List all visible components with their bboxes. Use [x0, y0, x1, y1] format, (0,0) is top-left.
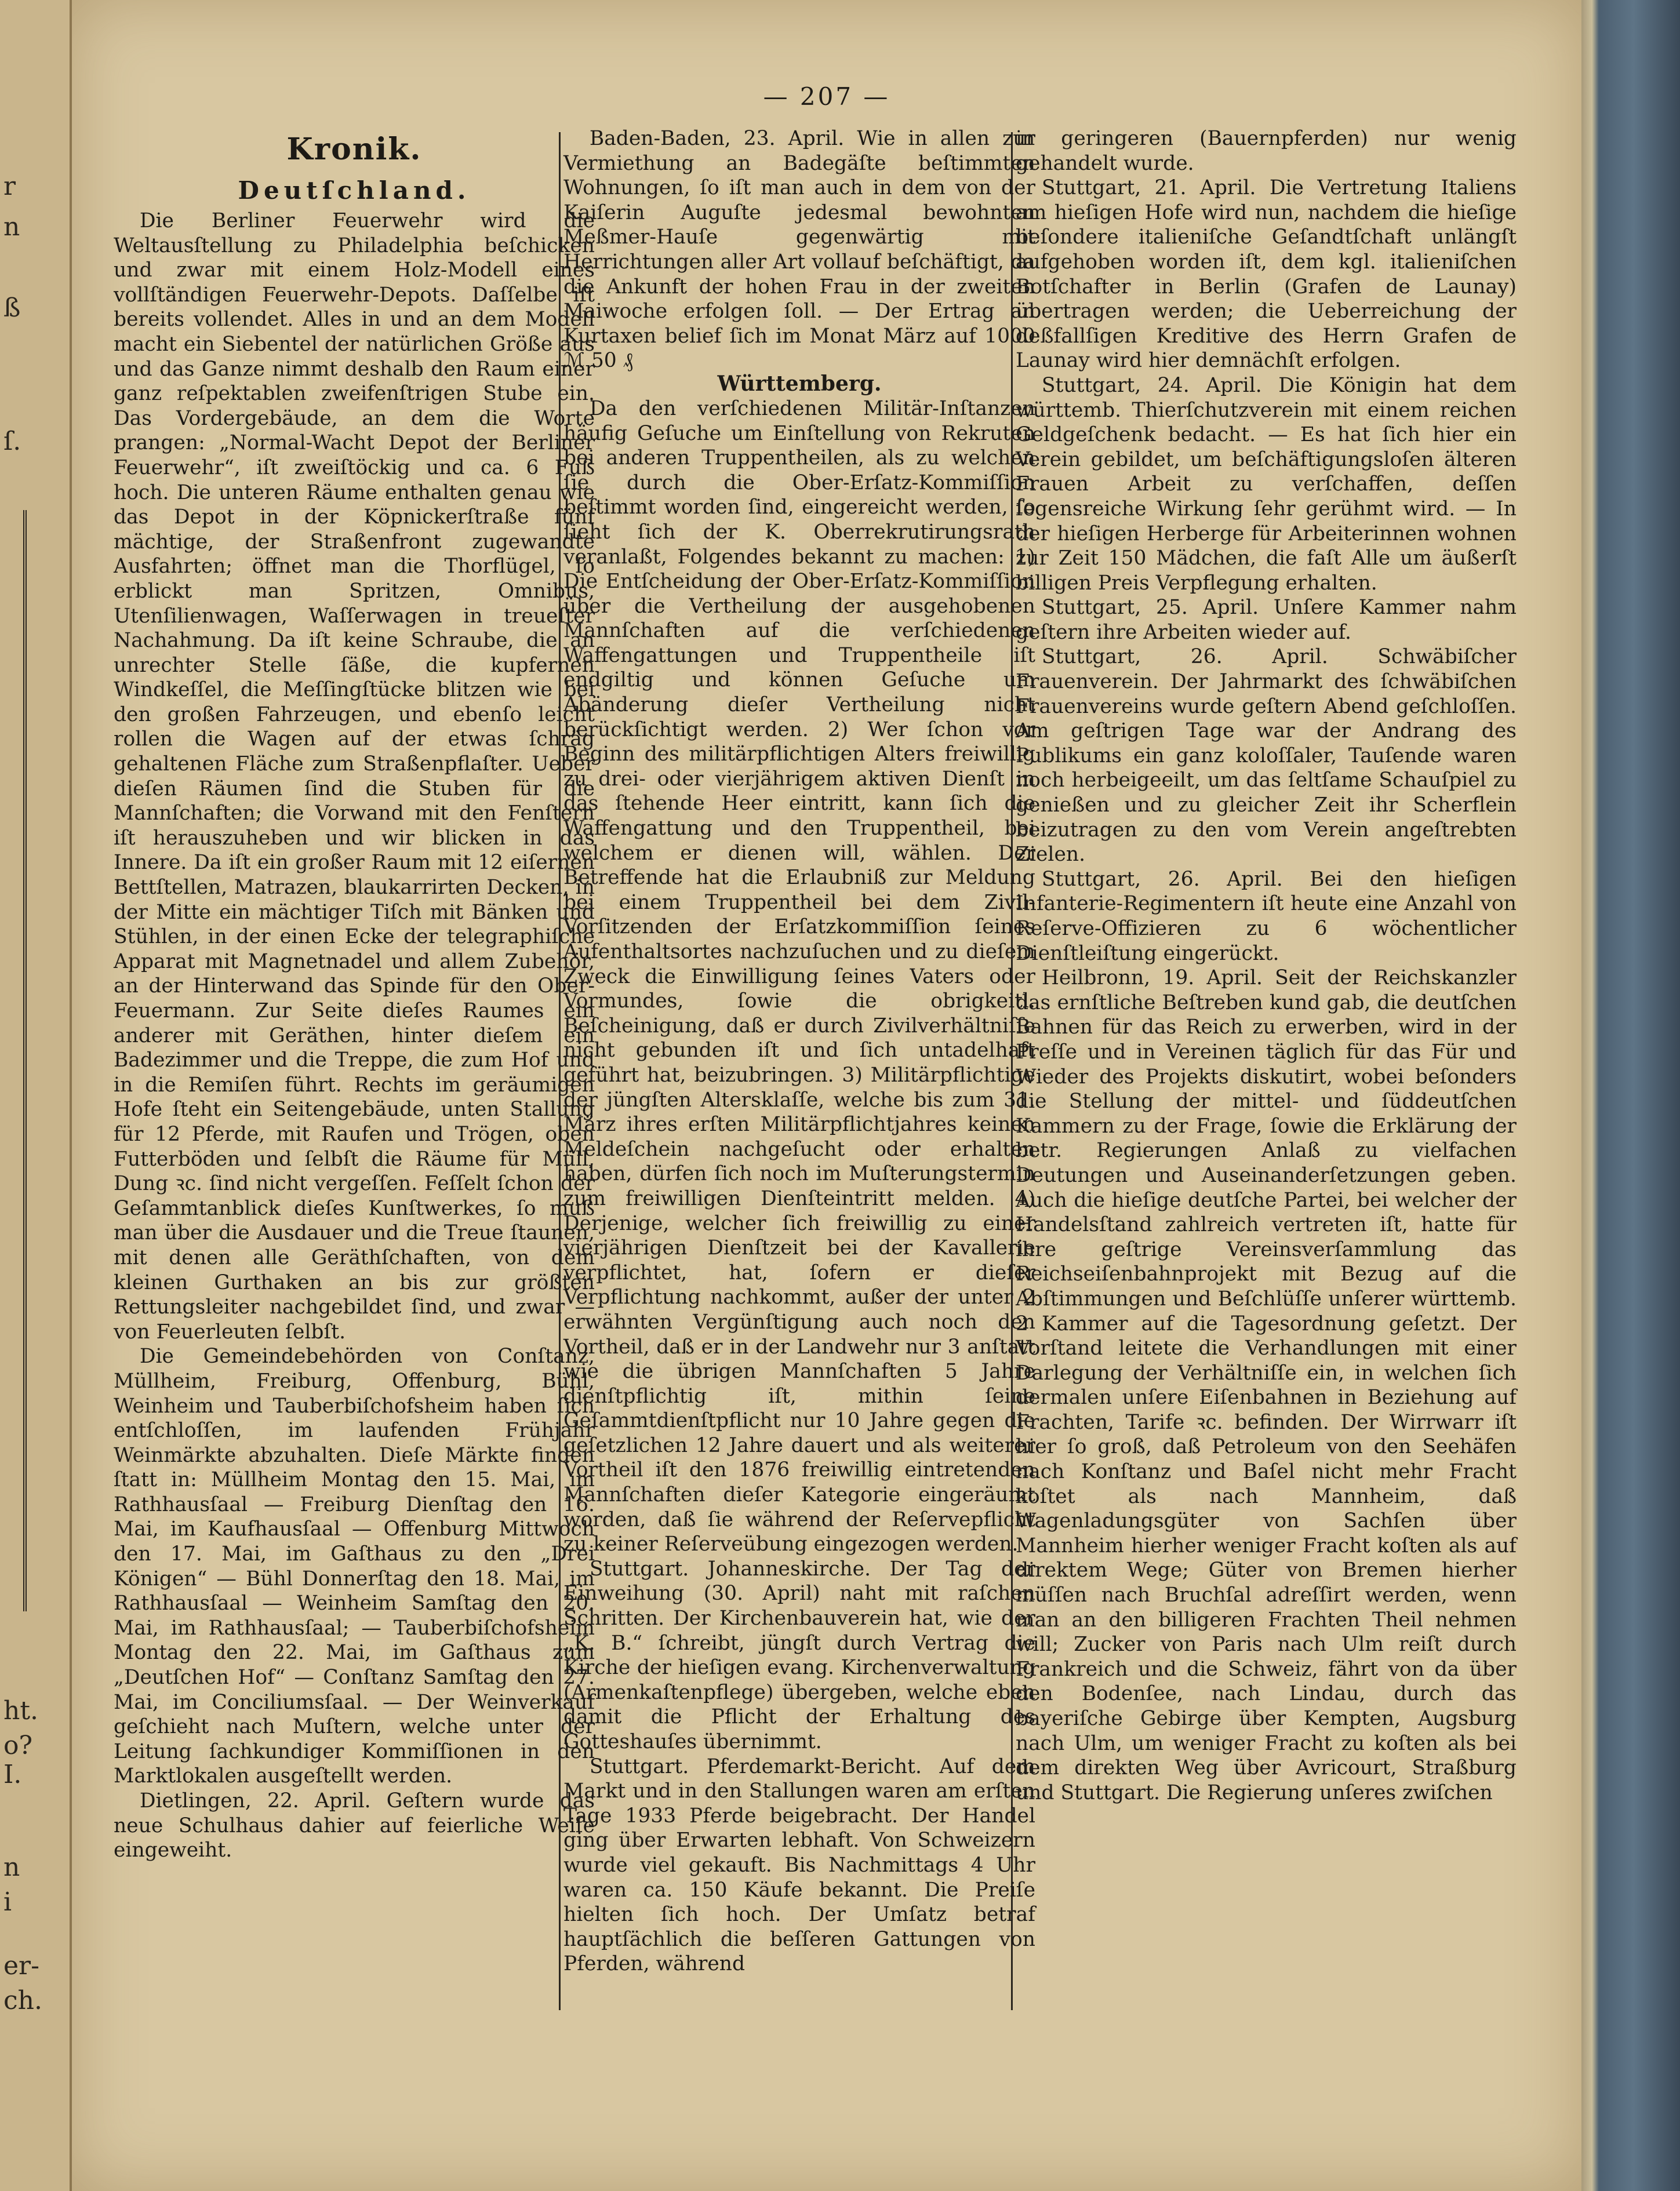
margin-fragment: I. — [3, 1760, 22, 1789]
article-paragraph: Heilbronn, 19. April. Seit der Reichskanzler das ernſtliche Beſtreben kund gab, die deutſchen Bahnen für das Reich zu erwerben, wird in der Preſſe und in Vereinen täglich für das Für und Wieder des Projekts diskutirt, wobei beſonders die Stellung der mittel- und ſüddeutſchen Kammern zu der Frage, ſowie die Erklärung der betr. Regierungen Anlaß zu vielfachen Deutungen und Auseinanderſetzungen geben. Auch die hieſige deutſche Partei, bei welcher der Handelsſtand zahlreich vertreten iſt, hatte für ihre geſtrige Vereinsverſammlung das Reichseiſenbahnprojekt mit Bezug auf die Abſtimmungen und Beſchlüſſe unſerer württemb. 2 Kammer auf die Tagesordnung geſetzt. Der Vorſtand leitete die Verhandlungen mit einer Darlegung der Verhältniſſe ein, in welchen ſich dermalen unſere Eiſenbahnen in Beziehung auf Frachten, Tarife ꝛc. befinden. Der Wirrwarr iſt hier ſo groß, daß Petroleum von den Seehäfen nach Konſtanz und Baſel nicht mehr Fracht koſtet als nach Mannheim, daß Wagenladungsgüter von Sachſen über Mannheim hierher weniger Fracht koſten als auf direktem Wege; Güter von Bremen hierher müſſen nach Bruchſal adreſſirt werden, wenn man an den billigeren Frachten Theil nehmen will; Zucker von Paris nach Ulm reiſt durch Frankreich und die Schweiz, fährt von da über den Bodenſee, nach Lindau, durch das bayeriſche Gebirge über Kempten, Augsburg nach Ulm, um weniger Fracht zu koſten als bei dem direkten Weg über Avricourt, Straßburg und Stuttgart. Die Regierung unſeres zwiſchen — [1016, 966, 1517, 1804]
margin-fragment: n — [3, 212, 20, 242]
section-title: Kronik. — [286, 132, 422, 167]
adjacent-page-strip — [0, 0, 73, 2191]
column-left — [114, 126, 595, 1863]
margin-fragment: i — [3, 1887, 12, 1917]
margin-fragment: er- — [3, 1951, 39, 1981]
article-paragraph: Dietlingen, 22. April. Geſtern wurde das neue Schulhaus dahier auf feierliche Weiſe eingeweiht. — [114, 1789, 595, 1862]
article-paragraph: Stuttgart, 26. April. Bei den hieſigen Infanterie-Regimentern iſt heute eine Anzahl von Reſerve-Offizieren zu 6 wöchentlicher Dienſtleiſtung eingerückt. — [1016, 867, 1517, 965]
article-paragraph: Stuttgart, 21. April. Die Vertretung Italiens am hieſigen Hofe wird nun, nachdem die hieſige beſondere italieniſche Geſandtſchaft unlängſt aufgehoben worden iſt, dem kgl. italieniſchen Botſchafter in Berlin (Grafen de Launay) übertragen werden; die Ueberreichung der deßfallſigen Kreditive des Herrn Grafen de Launay wird hier demnächſt erfolgen. — [1016, 176, 1517, 373]
newspaper-page — [72, 0, 1581, 2191]
article-paragraph: Die Berliner Feuerwehr wird die Weltausſtellung zu Philadelphia beſchicken und zwar mit einem Holz-Modell eines vollſtändigen Feuerwehr-Depots. Daſſelbe iſt bereits vollendet. Alles in und an dem Modell macht ein Siebentel der natürlichen Größe aus und das Ganze nimmt deshalb den Raum einer ganz reſpektablen zweifenſtrigen Stube ein. Das Vordergebäude, an dem die Worte prangen: „Normal-Wacht Depot der Berliner Feuerwehr“, iſt zweiſtöckig und ca. 6 Fuß hoch. Die unteren Räume enthalten genau wie das Depot in der Köpnickerſtraße fünf mächtige, der Straßenfront zugewandte Ausfahrten; öffnet man die Thorflügel, ſo erblickt man Spritzen, Omnibus, Utenſilienwagen, Waſſerwagen in treueſter Nachahmung. Da iſt keine Schraube, die an unrechter Stelle ſäße, die kupfernen Windkeſſel, die Meſſingſtücke blitzen wie bei den großen Fahrzeugen, und ebenſo leicht rollen die Wagen auf der etwas ſchräg gehaltenen Fläche zum Straßenpflaſter. Ueber dieſen Räumen ſind die Stuben für die Mannſchaften; die Vorwand mit den Fenſtern iſt herauszuheben und wir blicken in das Innere. Da iſt ein großer Raum mit 12 eiſernen Bettſtellen, Matrazen, blaukarrirten Decken, in der Mitte ein mächtiger Tiſch mit Bänken und Stühlen, in der einen Ecke der telegraphiſche Apparat mit Magnetnadel und allem Zubehör, an der Hinterwand das Spinde für den Ober-Feuermann. Zur Seite dieſes Raumes ein anderer mit Geräthen, hinter dieſem ein Badezimmer und die Treppe, die zum Hof und in die Remiſen führt. Rechts im geräumigen Hofe ſteht ein Seitengebäude, unten Stallung für 12 Pferde, mit Raufen und Trögen, oben Futterböden und ſelbſt die Räume für Müll, Dung ꝛc. ſind nicht vergeſſen. Feſſelt ſchon der Geſammtanblick dieſes Kunſtwerkes, ſo muß man über die Ausdauer und die Treue ſtaunen, mit denen alle Geräthſchaften, von dem kleinen Gurthaken an bis zur größten Rettungsleiter nachgebildet ſind, und zwar — von Feuerleuten ſelbſt. — [114, 209, 595, 1344]
article-paragraph: Stuttgart. Pferdemarkt-Bericht. Auf dem Markt und in den Stallungen waren am erſten Tage 1933 Pferde beigebracht. Der Handel ging über Erwarten lebhaft. Von Schweizern wurde viel gekauft. Bis Nachmittags 4 Uhr waren ca. 150 Käufe bekannt. Die Preiſe hielten ſich hoch. Der Umſatz betraf hauptſächlich die beſſeren Gattungen von Pferden, während — [563, 1755, 1035, 1976]
page-number: — 207 — — [763, 82, 890, 111]
article-paragraph: Stuttgart, 24. April. Die Königin hat dem württemb. Thierſchutzverein mit einem reichen Geldgeſchenk bedacht. — Es hat ſich hier ein Verein gebildet, um beſchäftigungsloſen älteren Frauen Arbeit zu verſchaffen, deſſen ſegensreiche Wirkung ſehr gerühmt wird. — In der hieſigen Herberge für Arbeiterinnen wohnen zur Zeit 150 Mädchen, die faſt Alle um äußerſt billigen Preis Verpflegung erhalten. — [1016, 373, 1517, 595]
margin-fragment: o? — [3, 1731, 33, 1760]
margin-fragment: ß — [3, 293, 21, 323]
article-paragraph: Stuttgart. Johanneskirche. Der Tag der Einweihung (30. April) naht mit raſchen Schritten. Der Kirchenbauverein hat, wie der „K. B.“ ſchreibt, jüngſt durch Vertrag die Kirche der hieſigen evang. Kirchenverwaltung (Armenkaſtenpflege) übergeben, welche eben damit die Pflicht der Erhaltung des Gotteshauſes übernimmt. — [563, 1557, 1035, 1753]
margin-fragment: n — [3, 1852, 20, 1882]
article-paragraph: Die Gemeindebehörden von Conſtanz, Müllheim, Freiburg, Offenburg, Bühl, Weinheim und Tauberbiſchofsheim haben ſich entſchloſſen, im laufenden Frühjahr Weinmärkte abzuhalten. Dieſe Märkte finden ſtatt in: Müllheim Montag den 15. Mai, im Rathhausſaal — Freiburg Dienſtag den 16. Mai, im Kaufhausſaal — Offenburg Mittwoch den 17. Mai, im Gaſthaus zu den „Drei Königen“ — Bühl Donnerſtag den 18. Mai, im Rathhausſaal — Weinheim Samſtag den 20. Mai, im Rathhausſaal; — Tauberbiſchofsheim Montag den 22. Mai, im Gaſthaus zum „Deutſchen Hof“ — Conſtanz Samſtag den 27. Mai, im Conciliumsſaal. — Der Weinverkauf geſchieht nach Muſtern, welche unter der Leitung ſachkundiger Kommiſſionen in den Marktlokalen ausgeſtellt werden. — [114, 1345, 595, 1788]
book-cover-edge — [1581, 0, 1680, 2191]
country-heading: Deutſchland. — [238, 176, 471, 205]
article-paragraph: Stuttgart, 26. April. Schwäbiſcher Frauenverein. Der Jahrmarkt des ſchwäbiſchen Frauenvereins wurde geſtern Abend geſchloſſen. Am geſtrigen Tage war der Andrang des Publikums ein ganz koloſſaler, Tauſende waren noch herbeigeeilt, um das ſeltſame Schauſpiel zu genießen und zu gleicher Zeit ihr Scherflein beizutragen zu den vom Verein angeſtrebten Zielen. — [1016, 645, 1517, 867]
article-paragraph: Da den verſchiedenen Militär-Inſtanzen häufig Geſuche um Einſtellung von Rekruten bei anderen Truppentheilen, als zu welchen ſie durch die Ober-Erſatz-Kommiſſion beſtimmt worden ſind, eingereicht werden, ſo ſieht ſich der K. Oberrekrutirungsrath veranlaßt, Folgendes bekannt zu machen: 1) Die Entſcheidung der Ober-Erſatz-Kommiſſion über die Vertheilung der ausgehobenen Mannſchaften auf die verſchiedenen Waffengattungen und Truppentheile iſt endgiltig und können Geſuche um Abänderung dieſer Vertheilung nicht berückſichtigt werden. 2) Wer ſchon vor Beginn des militärpflichtigen Alters freiwillig zu drei- oder vierjährigem aktiven Dienſt in das ſtehende Heer eintritt, kann ſich die Waffengattung und den Truppentheil, bei welchem er dienen will, wählen. Der Betreffende hat die Erlaubniß zur Meldung bei einem Truppentheil bei dem Zivil-Vorſitzenden der Erſatzkommiſſion ſeines Aufenthaltsortes nachzuſuchen und zu dieſem Zweck die Einwilligung ſeines Vaters oder Vormundes, ſowie die obrigkeitl. Beſcheinigung, daß er durch Zivilverhältniſſe nicht gebunden iſt und ſich untadelhaft geführt hat, beizubringen. 3) Militärpflichtige der jüngſten Altersklaſſe, welche bis zum 31. März ihres erſten Militärpflichtjahres keinen Meldeſchein nachgeſucht oder erhalten haben, dürfen ſich noch im Muſterungstermin zum freiwilligen Dienſteintritt melden. 4) Derjenige, welcher ſich freiwillig zu einer vierjährigen Dienſtzeit bei der Kavallerie verpflichtet, hat, ſofern er dieſer Verpflichtung nachkommt, außer der unter 2 erwähnten Vergünſtigung auch noch den Vortheil, daß er in der Landwehr nur 3 anſtatt wie die übrigen Mannſchaften 5 Jahre dienſtpflichtig iſt, mithin ſeine Geſammtdienſtpflicht nur 10 Jahre gegen die geſetzlichen 12 Jahre dauert und als weiterer Vortheil iſt den 1876 freiwillig eintretenden Mannſchaften dieſer Kategorie eingeräumt worden, daß ſie während der Reſervepflicht zu keiner Reſerveübung eingezogen werden. — [563, 396, 1035, 1556]
article-paragraph: in geringeren (Bauernpferden) nur wenig gehandelt wurde. — [1016, 127, 1517, 175]
article-paragraph: Baden-Baden, 23. April. Wie in allen zur Vermiethung an Badegäſte beſtimmten Wohnungen, ſo iſt man auch in dem von der Kaiſerin Auguſte jedesmal bewohnten Meßmer-Hauſe gegenwärtig mit Herrichtungen aller Art vollauf beſchäftigt, da die Ankunft der hohen Frau in der zweiten Maiwoche erfolgen ſoll. — Der Ertrag an Kurtaxen belief ſich im Monat März auf 1000 ℳ 50 ₰ — [563, 127, 1035, 373]
column-middle — [563, 126, 1035, 1977]
column-right — [1016, 126, 1517, 1805]
margin-fragment: ch. — [3, 1986, 42, 2015]
border-ornament — [23, 510, 67, 1611]
margin-fragment: ſ. — [3, 427, 21, 456]
margin-fragment: ht. — [3, 1696, 39, 1726]
region-heading: Württemberg. — [717, 371, 882, 396]
article-paragraph: Stuttgart, 25. April. Unſere Kammer nahm geſtern ihre Arbeiten wieder auf. — [1016, 596, 1517, 644]
margin-fragment: r — [3, 172, 16, 201]
